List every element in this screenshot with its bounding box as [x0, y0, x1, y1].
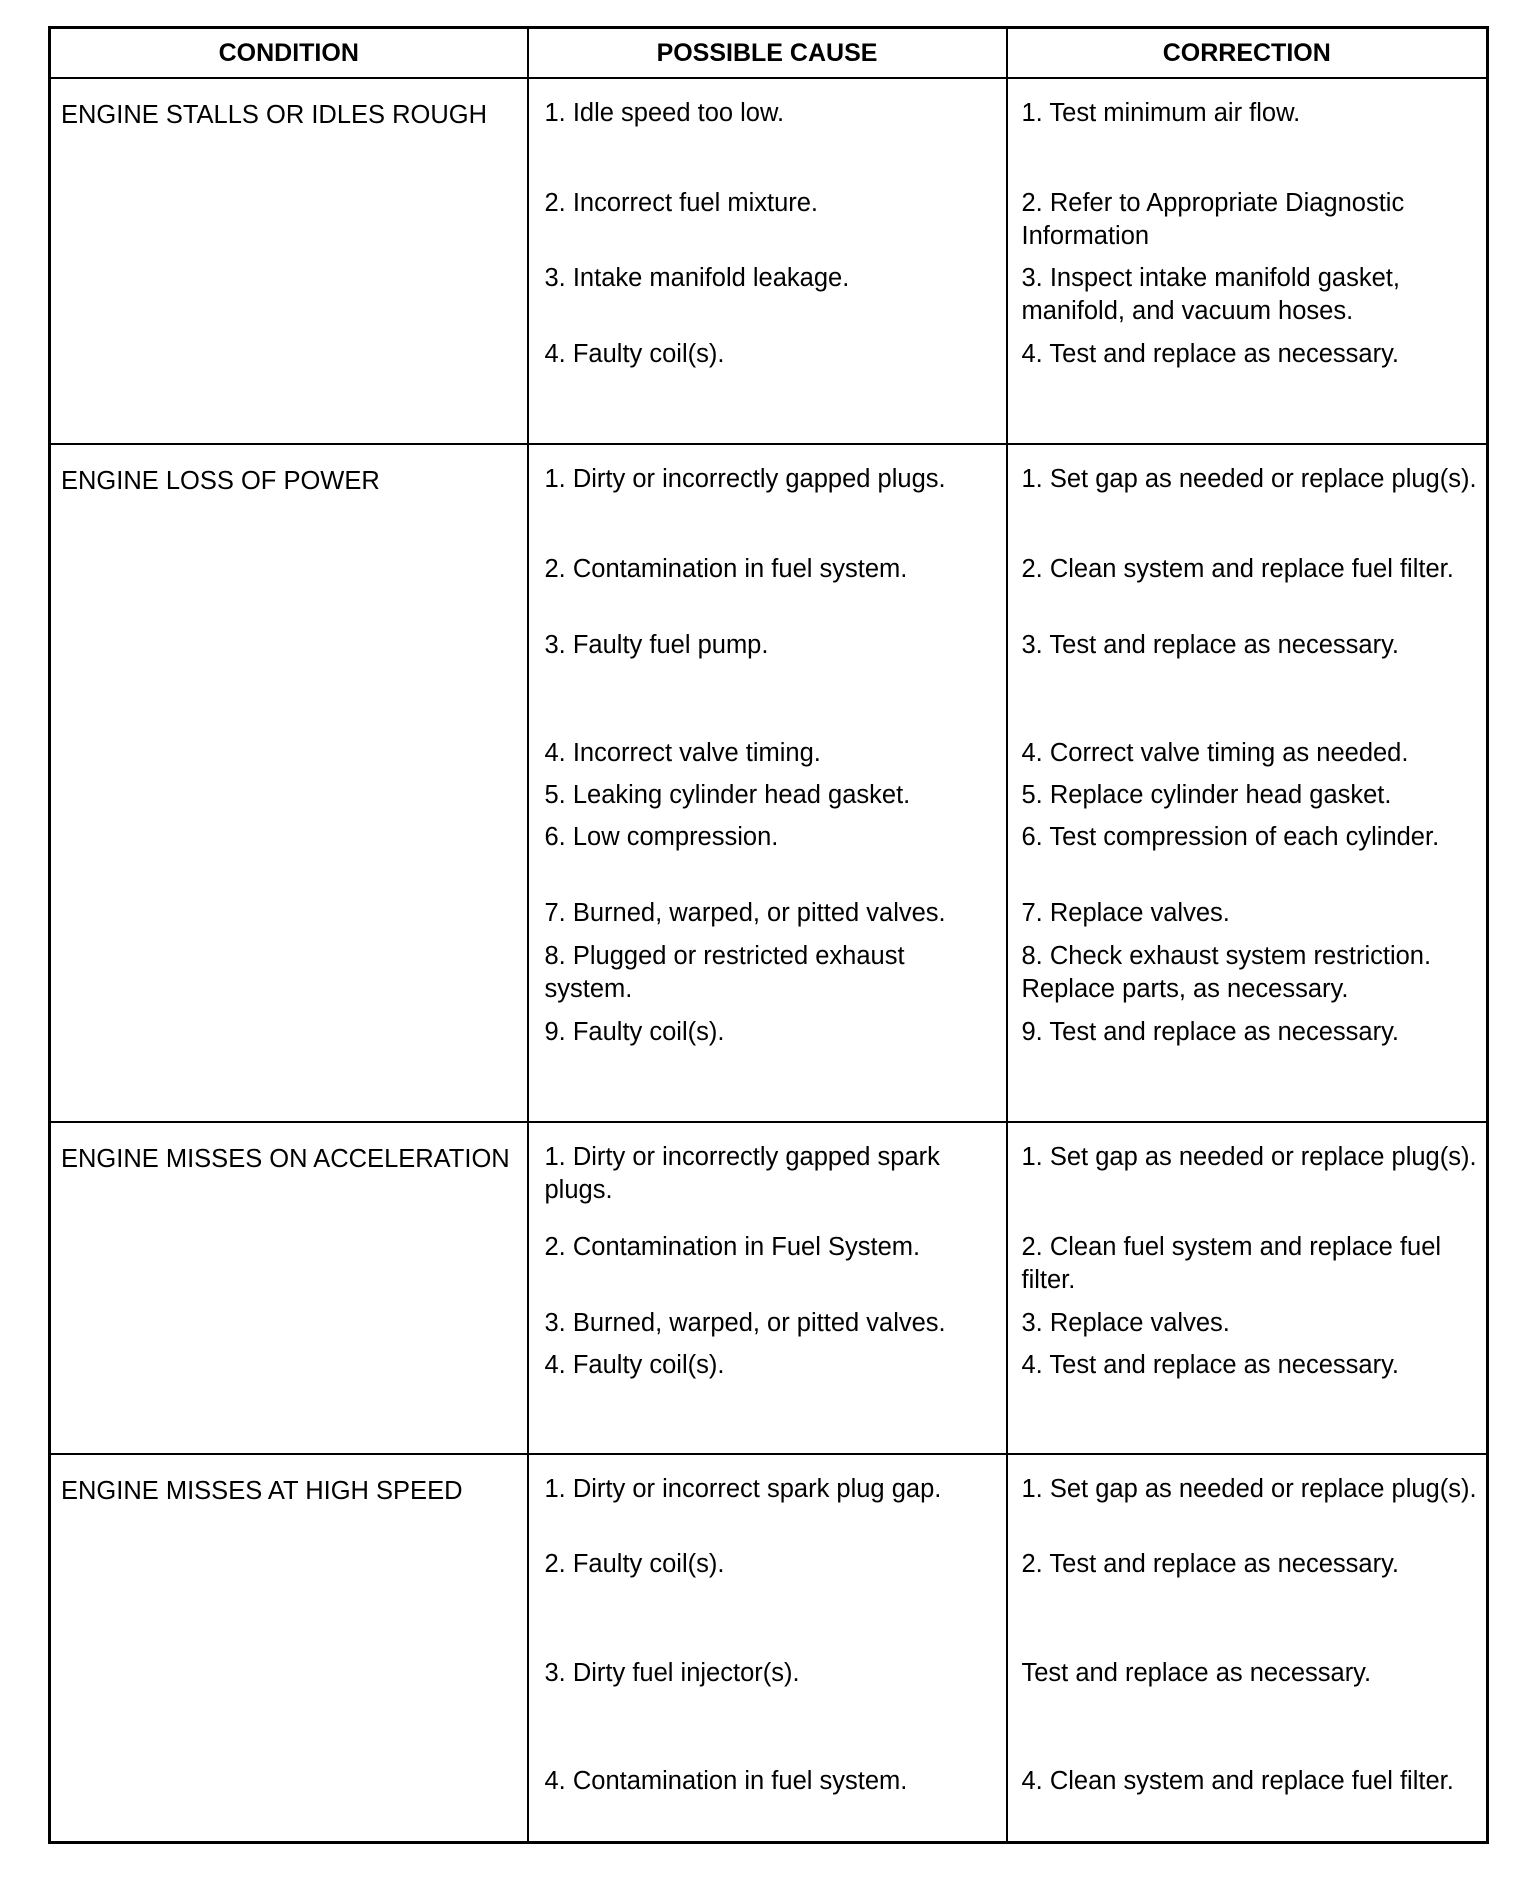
- cause-item: 1. Dirty or incorrectly gapped plugs.: [544, 465, 946, 493]
- cause-item: 2. Faulty coil(s).: [544, 1550, 725, 1578]
- correction-cell: [1007, 1454, 1488, 1842]
- condition-text: ENGINE MISSES ON ACCELERATION: [61, 1145, 510, 1173]
- cause-item: 4. Contamination in fuel system.: [544, 1767, 908, 1795]
- cause-item: 7. Burned, warped, or pitted valves.: [544, 899, 946, 927]
- diagnosis-table: [48, 26, 1489, 1844]
- correction-item: 4. Correct valve timing as needed.: [1021, 739, 1409, 767]
- cause-cell: [528, 444, 1007, 1122]
- header-row: [50, 28, 1488, 79]
- cause-item: 1. Dirty or incorrectly gapped spark plugs.: [544, 1143, 940, 1204]
- correction-item: 2. Refer to Appropriate Diagnostic Information: [1021, 189, 1405, 250]
- cause-item: 3. Intake manifold leakage.: [544, 264, 850, 292]
- cause-item: 9. Faulty coil(s).: [544, 1018, 725, 1046]
- correction-item: 9. Test and replace as necessary.: [1021, 1018, 1400, 1046]
- correction-item: 3. Inspect intake manifold gasket, manifold, and vacuum hoses.: [1021, 264, 1400, 325]
- correction-item: 5. Replace cylinder head gasket.: [1021, 781, 1392, 809]
- cause-item: 4. Faulty coil(s).: [544, 1351, 725, 1379]
- correction-item: 7. Replace valves.: [1021, 899, 1230, 927]
- correction-cell: [1007, 1122, 1488, 1454]
- condition-cell: [50, 444, 528, 1122]
- cause-item: 5. Leaking cylinder head gasket.: [544, 781, 911, 809]
- possible-cause-header: POSSIBLE CAUSE: [528, 28, 1007, 79]
- correction-item: 4. Test and replace as necessary.: [1021, 1351, 1400, 1379]
- cause-item: 2. Contamination in fuel system.: [544, 555, 908, 583]
- correction-item: 3. Replace valves.: [1021, 1309, 1230, 1337]
- table-row: [50, 78, 1488, 444]
- correction-item: Test and replace as necessary.: [1021, 1659, 1372, 1687]
- correction-item: 1. Set gap as needed or replace plug(s).: [1021, 465, 1477, 493]
- correction-item: 4. Clean system and replace fuel filter.: [1021, 1767, 1454, 1795]
- condition-text: ENGINE MISSES AT HIGH SPEED: [61, 1477, 463, 1505]
- correction-item: 4. Test and replace as necessary.: [1021, 340, 1400, 368]
- cause-cell: [528, 1454, 1007, 1842]
- cause-item: 1. Idle speed too low.: [544, 99, 785, 127]
- correction-item: 3. Test and replace as necessary.: [1021, 631, 1400, 659]
- cause-item: 6. Low compression.: [544, 823, 779, 851]
- cause-item: 3. Burned, warped, or pitted valves.: [544, 1309, 946, 1337]
- cause-cell: [528, 1122, 1007, 1454]
- condition-cell: [50, 1122, 528, 1454]
- correction-header: CORRECTION: [1007, 28, 1488, 79]
- table-row: [50, 1454, 1488, 1842]
- cause-item: 8. Plugged or restricted exhaust system.: [544, 942, 905, 1003]
- correction-item: 8. Check exhaust system restriction. Replace parts, as necessary.: [1021, 942, 1432, 1003]
- table-row: [50, 444, 1488, 1122]
- condition-text: ENGINE LOSS OF POWER: [61, 467, 380, 495]
- cause-item: 4. Faulty coil(s).: [544, 340, 725, 368]
- condition-header: CONDITION: [50, 28, 528, 79]
- correction-item: 1. Set gap as needed or replace plug(s).: [1021, 1475, 1477, 1503]
- cause-item: 2. Contamination in Fuel System.: [544, 1233, 921, 1261]
- cause-cell: [528, 78, 1007, 444]
- cause-item: 3. Faulty fuel pump.: [544, 631, 769, 659]
- cause-item: 3. Dirty fuel injector(s).: [544, 1659, 800, 1687]
- correction-cell: [1007, 78, 1488, 444]
- table-row: [50, 1122, 1488, 1454]
- correction-item: 1. Set gap as needed or replace plug(s).: [1021, 1143, 1477, 1171]
- condition-cell: [50, 78, 528, 444]
- correction-item: 2. Test and replace as necessary.: [1021, 1550, 1400, 1578]
- correction-item: 1. Test minimum air flow.: [1021, 99, 1301, 127]
- condition-text: ENGINE STALLS OR IDLES ROUGH: [61, 101, 488, 129]
- correction-cell: [1007, 444, 1488, 1122]
- correction-item: 2. Clean fuel system and replace fuel filter.: [1021, 1233, 1442, 1294]
- correction-item: 6. Test compression of each cylinder.: [1021, 823, 1440, 851]
- cause-item: 2. Incorrect fuel mixture.: [544, 189, 819, 217]
- condition-cell: [50, 1454, 528, 1842]
- cause-item: 1. Dirty or incorrect spark plug gap.: [544, 1475, 942, 1503]
- cause-item: 4. Incorrect valve timing.: [544, 739, 821, 767]
- correction-item: 2. Clean system and replace fuel filter.: [1021, 555, 1454, 583]
